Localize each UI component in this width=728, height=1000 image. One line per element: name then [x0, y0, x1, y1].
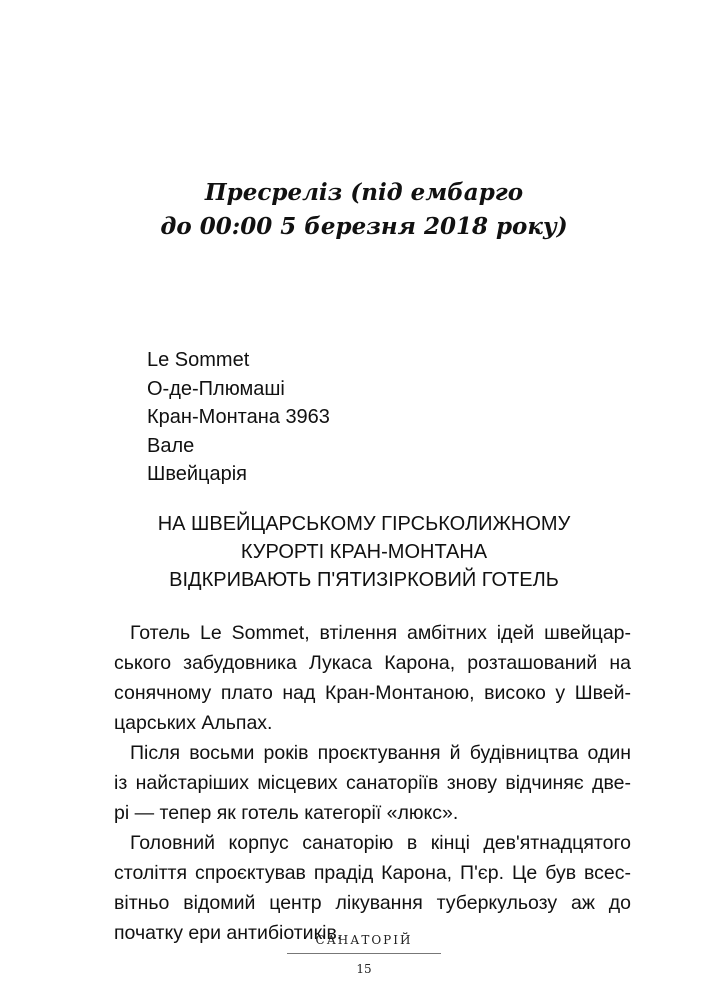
page-footer — [0, 932, 728, 977]
text-line: Головний корпус санаторію в кінці дев'ятнадцятого — [130, 832, 631, 854]
address-block — [147, 346, 330, 489]
text-line: вітньо відомий центр лікування туберкульозу аж до — [114, 892, 631, 914]
text-line: століття спроєктував прадід Карона, П'єр. Це був всес- — [114, 862, 631, 884]
heading-line: до 00:00 5 березня 2018 року) — [160, 213, 568, 240]
footer-divider — [287, 953, 441, 954]
text-line: із найстаріших місцевих санаторіїв знову відчиняє две- — [114, 772, 631, 794]
press-release-title — [0, 510, 728, 594]
text-line: сонячному плато над Кран-Монтаною, високо у Швей- — [114, 682, 631, 704]
text-line: початку ери антибіотиків. — [114, 922, 343, 944]
heading-line: Пресреліз (під ембарго — [204, 179, 524, 206]
text-line: рі — тепер як готель категорії «люкс». — [114, 802, 459, 824]
title-line: НА ШВЕЙЦАРСЬКОМУ ГІРСЬКОЛИЖНОМУ — [157, 513, 571, 535]
paragraph — [114, 828, 631, 948]
address-line: О-де-Плюмаші — [147, 377, 285, 400]
paragraph — [114, 618, 631, 738]
press-release-heading — [0, 176, 728, 244]
text-line: Після восьми років проєктування й будівництва один — [130, 742, 631, 764]
address-line: Швейцарія — [147, 463, 247, 485]
text-line: ського забудовника Лукаса Карона, розташований на — [114, 652, 631, 674]
body-text — [114, 618, 631, 948]
title-line: ВІДКРИВАЮТЬ П'ЯТИЗІРКОВИЙ ГОТЕЛЬ — [169, 569, 559, 591]
text-line: царських Альпах. — [114, 712, 273, 734]
title-line: КУРОРТІ КРАН-МОНТАНА — [240, 541, 488, 563]
running-title: САНАТОРІЙ — [315, 933, 413, 947]
text-line: Готель Le Sommet, втілення амбітних ідей швейцар- — [130, 622, 631, 644]
page-number: 15 — [356, 962, 372, 976]
address-line: Кран-Монтана 3963 — [147, 406, 330, 428]
address-line: Вале — [147, 434, 195, 457]
paragraph — [114, 738, 631, 828]
address-line: Le Sommet — [147, 349, 250, 371]
